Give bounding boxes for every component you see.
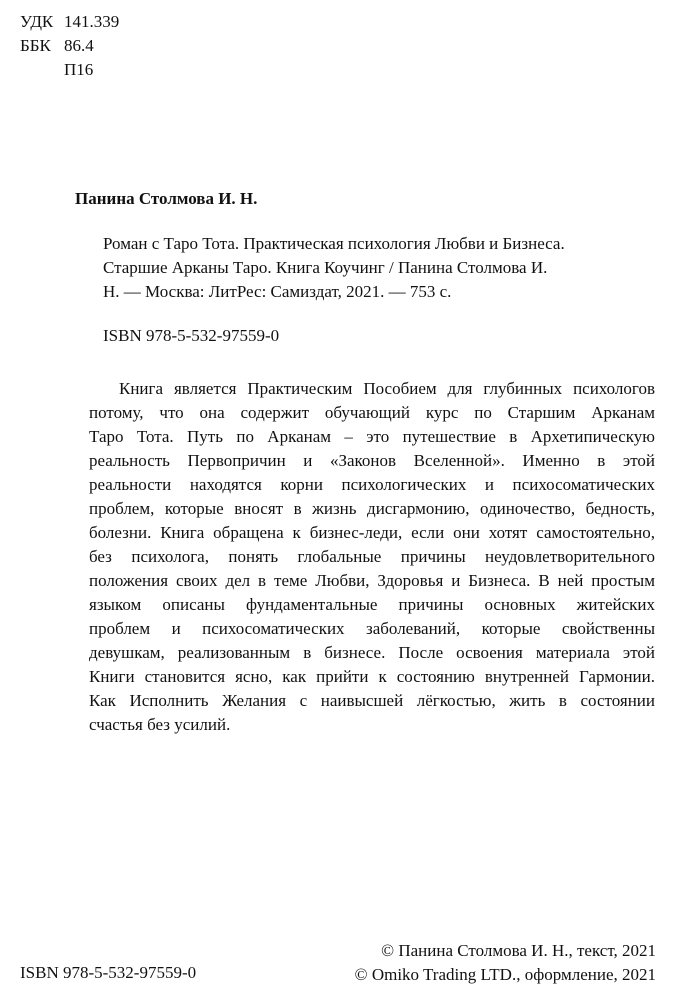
isbn-bottom: ISBN 978-5-532-97559-0 — [20, 963, 197, 982]
author-sign-row — [20, 58, 119, 82]
abstract-line: реальность Первопричин и «Законов Вселенной». Именно в этой — [89, 451, 655, 470]
isbn-top: ISBN 978-5-532-97559-0 — [103, 326, 280, 345]
copyright-block — [355, 939, 656, 987]
abstract-line: Таро Тота. Путь по Арканам – это путешествие в Архетипическую — [89, 427, 655, 446]
library-codes — [20, 10, 119, 82]
copyright-text: © Панина Столмова И. Н., текст, 2021 — [381, 941, 656, 960]
copyright-design: © Omiko Trading LTD., оформление, 2021 — [354, 965, 656, 984]
abstract-line: болезни. Книга обращена к бизнес-леди, если они хотят самостоятельно, — [89, 523, 655, 542]
abstract-line: Как Исполнить Желания с наивысшей лёгкостью, жить в состоянии — [89, 691, 655, 710]
abstract-line: без психолога, понять глобальные причины неудовлетворительного — [89, 547, 655, 566]
abstract-line: счастья без усилий. — [89, 715, 231, 734]
bib-line: Н. — Москва: ЛитРес: Самиздат, 2021. — 753 с. — [103, 282, 452, 301]
bibliographic-description — [103, 232, 623, 304]
bbk-label: ББК — [20, 36, 51, 55]
abstract-line: положения своих дел в теме Любви, Здоровья и Бизнеса. В ней простым — [89, 571, 655, 590]
abstract-line: проблем, которые вносят в жизнь дисгармонию, одиночество, бедность, — [89, 499, 655, 518]
author-sign: П16 — [64, 60, 94, 79]
author-heading: Панина Столмова И. Н. — [75, 189, 258, 208]
bib-line: Старшие Арканы Таро. Книга Коучинг / Панина Столмова И. — [103, 258, 548, 277]
abstract-line: Книга является Практическим Пособием для глубинных психологов — [119, 379, 655, 398]
abstract — [89, 377, 655, 737]
abstract-line: потому, что она содержит обучающий курс по Старшим Арканам — [89, 403, 655, 422]
bbk-value: 86.4 — [64, 36, 94, 55]
udk-row — [20, 10, 119, 34]
udk-value: 141.339 — [64, 12, 120, 31]
abstract-line: девушкам, реализованным в бизнесе. После освоения материала этой — [89, 643, 655, 662]
abstract-line: реальности находятся корни психологических и психосоматических — [89, 475, 655, 494]
abstract-line: проблем и психосоматических заболеваний, которые свойственны — [89, 619, 655, 638]
abstract-line: языком описаны фундаментальные причины основных житейских — [89, 595, 655, 614]
bbk-row — [20, 34, 119, 58]
udk-label: УДК — [20, 12, 54, 31]
bib-line: Роман с Таро Тота. Практическая психология Любви и Бизнеса. — [103, 234, 565, 253]
abstract-line: Книги становится ясно, как прийти к состоянию внутренней Гармонии. — [89, 667, 655, 686]
